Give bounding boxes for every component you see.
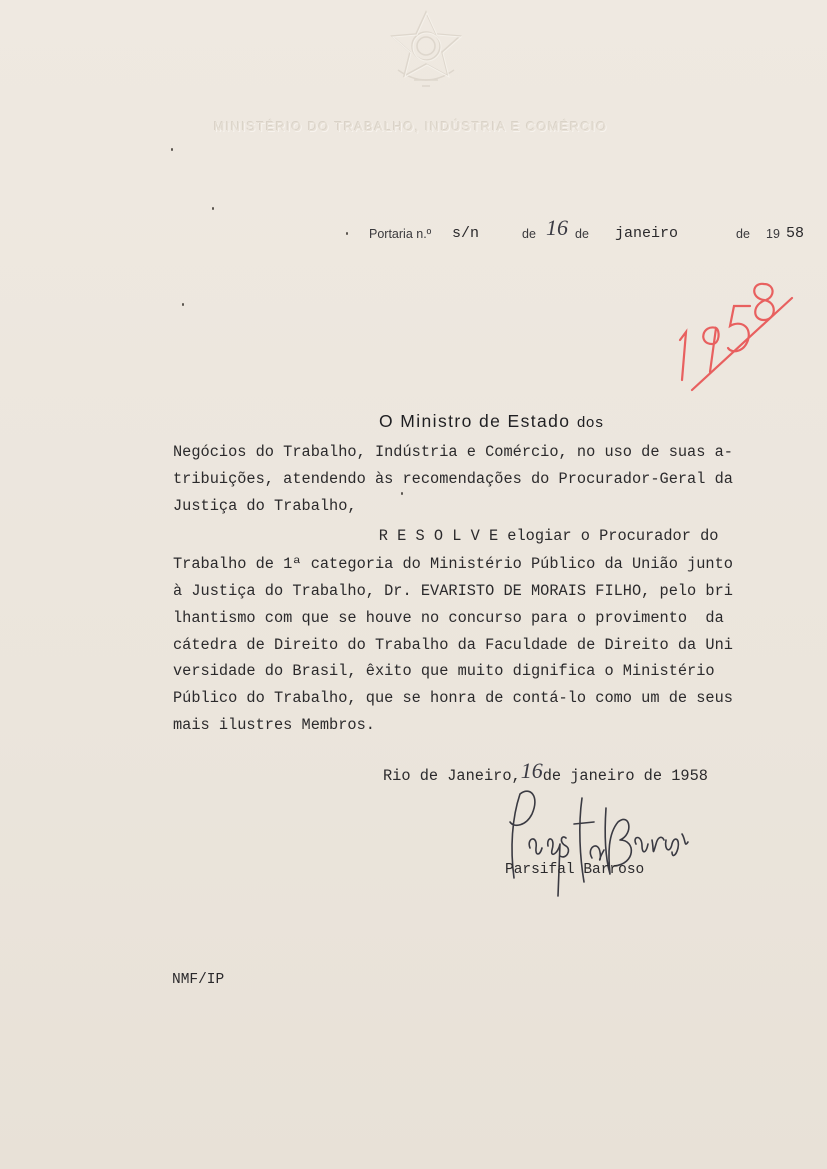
body-line: cátedra de Direito do Trabalho da Faculdade de Direito da Uni: [173, 636, 733, 654]
body-line: versidade do Brasil, êxito que muito dignifica o Ministério: [173, 662, 715, 680]
portaria-month: janeiro: [615, 225, 679, 242]
body-line-resolve: R E S O L V E elogiar o Procurador do: [287, 527, 719, 545]
ministry-letterhead: MINISTÉRIO DO TRABALHO, INDÚSTRIA E COMÉRCIO: [214, 120, 608, 134]
closing-day-handwritten: 16: [520, 758, 543, 783]
typist-initials: NMF/IP: [172, 972, 225, 988]
portaria-label: Portaria n.º: [369, 227, 432, 241]
ink-speck: [171, 148, 173, 151]
body-line: Negócios do Trabalho, Indústria e Comércio, no uso de suas a-: [173, 443, 733, 461]
ink-speck: [182, 303, 184, 306]
closing-date-rest: de janeiro de 1958: [542, 767, 708, 785]
body-line: à Justiça do Trabalho, Dr. EVARISTO DE MORAIS FILHO, pelo bri: [173, 582, 733, 600]
body-line: tribuições, atendendo às recomendações do Procurador-Geral da: [173, 470, 733, 488]
red-year-annotation: [668, 268, 798, 398]
body-line: Justiça do Trabalho,: [173, 497, 357, 515]
portaria-year-suffix: 58: [786, 225, 805, 242]
ink-speck: [346, 232, 348, 235]
ink-speck: [212, 207, 214, 210]
body-line: Público do Trabalho, que se honra de contá-lo como um de seus: [173, 689, 733, 707]
minister-title-text: O Ministro de Estado: [379, 411, 571, 431]
minister-title: [379, 411, 604, 432]
minister-title-tail: dos: [576, 415, 604, 432]
portaria-header: [0, 215, 827, 246]
portaria-de-3: de: [736, 227, 750, 241]
portaria-de-2: de: [575, 227, 589, 241]
body-line: mais ilustres Membros.: [173, 716, 375, 734]
coat-of-arms-emblem: [376, 6, 476, 92]
portaria-de-1: de: [522, 227, 536, 241]
body-line: Trabalho de 1ª categoria do Ministério Público da União junto: [173, 555, 733, 573]
portaria-number: s/n: [452, 225, 480, 242]
ink-speck: [401, 492, 403, 495]
portaria-year-prefix: 19: [766, 227, 780, 241]
portaria-day-handwritten: 16: [546, 215, 568, 240]
handwritten-signature: [496, 778, 692, 898]
closing-place: Rio de Janeiro,: [383, 767, 521, 785]
body-line: lhantismo com que se houve no concurso para o provimento da: [173, 609, 724, 627]
signer-name: Parsifal Barroso: [505, 862, 645, 878]
